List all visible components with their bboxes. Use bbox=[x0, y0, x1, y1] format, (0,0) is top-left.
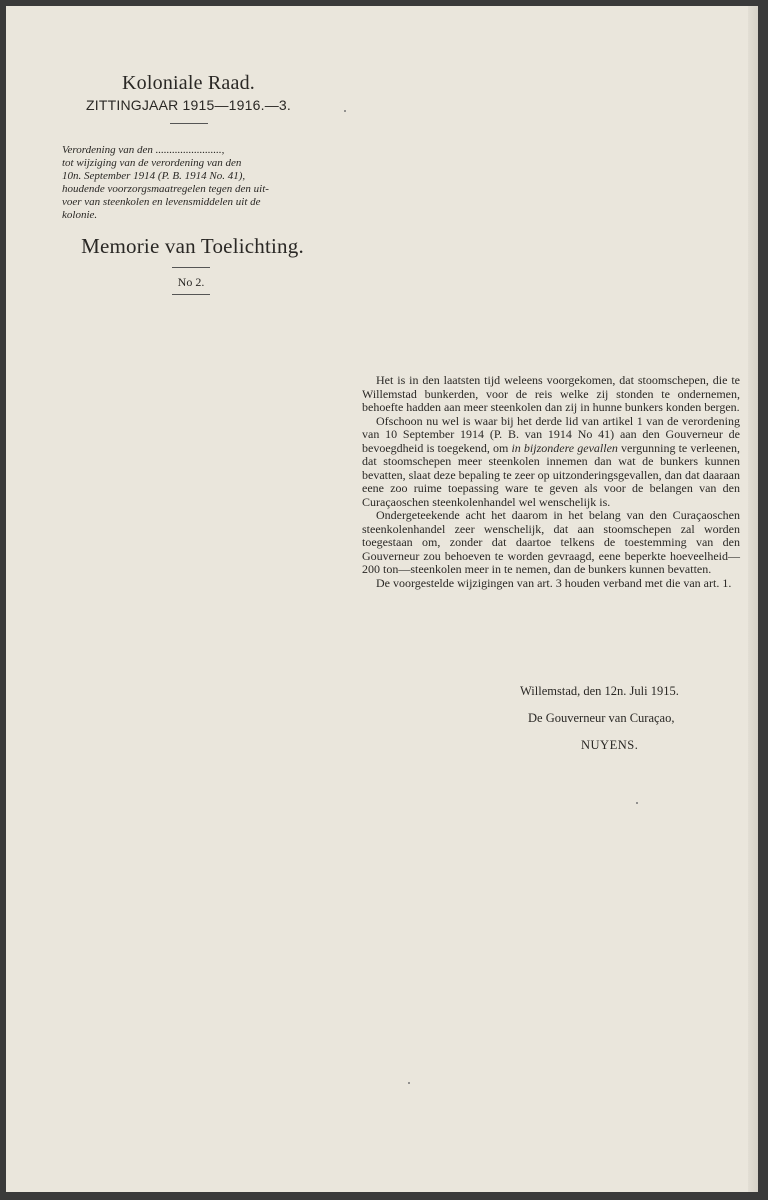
number-rule-bottom bbox=[172, 294, 210, 295]
description-line: houdende voorzorgsmaatregelen tegen den uit- bbox=[62, 183, 269, 195]
memorie-title: Memorie van Toelichting. bbox=[81, 234, 304, 258]
document-page bbox=[6, 6, 758, 1192]
paragraph-2-italic: in bijzondere gevallen bbox=[511, 440, 618, 455]
session-year: ZITTINGJAAR 1915—1916.—3. bbox=[86, 97, 291, 113]
description-line: kolonie. bbox=[62, 209, 98, 221]
speck bbox=[636, 802, 638, 804]
description-line: Verordening van den ........................, bbox=[62, 144, 225, 156]
document-number: No 2. bbox=[177, 275, 205, 289]
paragraph-2 bbox=[362, 415, 740, 510]
paragraph-3: Ondergeteekende acht het daarom in het belang van den Curaçaoschen steenkolenhandel zeer wenschelijk, dat aan stoomschepen zal worden toegestaan om, zonder dat daartoe telkens de toestemming van den Gouverneur zou behoeven te worden gevraagd, eene beperkte hoeveelheid—200 ton—steenkolen meer in te nemen, dan de bunkers kunnen bevatten. bbox=[362, 508, 740, 576]
page-edge bbox=[748, 6, 758, 1192]
document-header bbox=[56, 72, 321, 132]
number-rule-top bbox=[172, 267, 210, 268]
description-line: voer van steenkolen en levensmiddelen uit de bbox=[62, 196, 261, 208]
ordinance-description bbox=[62, 144, 322, 222]
paragraph-2-start: Ofschoon nu wel is waar bij het derde lid van artikel 1 van de verordening van 10 September 1914 (P. B. van 1914 No 41) aan den Gouverneur de bevoegdheid is toegekend, om bbox=[362, 413, 740, 455]
signature-name: NUYENS. bbox=[581, 738, 639, 752]
speck bbox=[408, 1082, 410, 1084]
explanatory-body bbox=[362, 374, 740, 590]
signature-place-date: Willemstad, den 12n. Juli 1915. bbox=[520, 684, 679, 698]
paragraph-2-end: vergunning te verleenen, dat stoomschepen meer steenkolen innemen dan wat de bunkers kunnen bevatten, slaat deze bepaling te zeer op uitzonderingsgevallen, dan dat daaraan eene zoo ruime toepassing ware te geven als voor de belangen van den Curaçaoschen steenkolenhandel wel wenschelijk is. bbox=[362, 440, 741, 509]
description-line: tot wijziging van de verordening van den bbox=[62, 157, 242, 169]
paragraph-1: Het is in den laatsten tijd weleens voorgekomen, dat stoomschepen, die te Willemstad bunkerden, voor de reis welke zij stonden te ondernemen, behoefte hadden aan meer steenkolen dan zij in hunne bunkers konden bergen. bbox=[362, 373, 740, 414]
description-line: 10n. September 1914 (P. B. 1914 No. 41), bbox=[62, 170, 246, 182]
council-title: Koloniale Raad. bbox=[122, 72, 255, 94]
signature-role: De Gouverneur van Curaçao, bbox=[528, 711, 675, 725]
header-rule bbox=[170, 123, 208, 124]
speck bbox=[344, 110, 346, 112]
paragraph-4: De voorgestelde wijzigingen van art. 3 houden verband met die van art. 1. bbox=[376, 575, 732, 590]
